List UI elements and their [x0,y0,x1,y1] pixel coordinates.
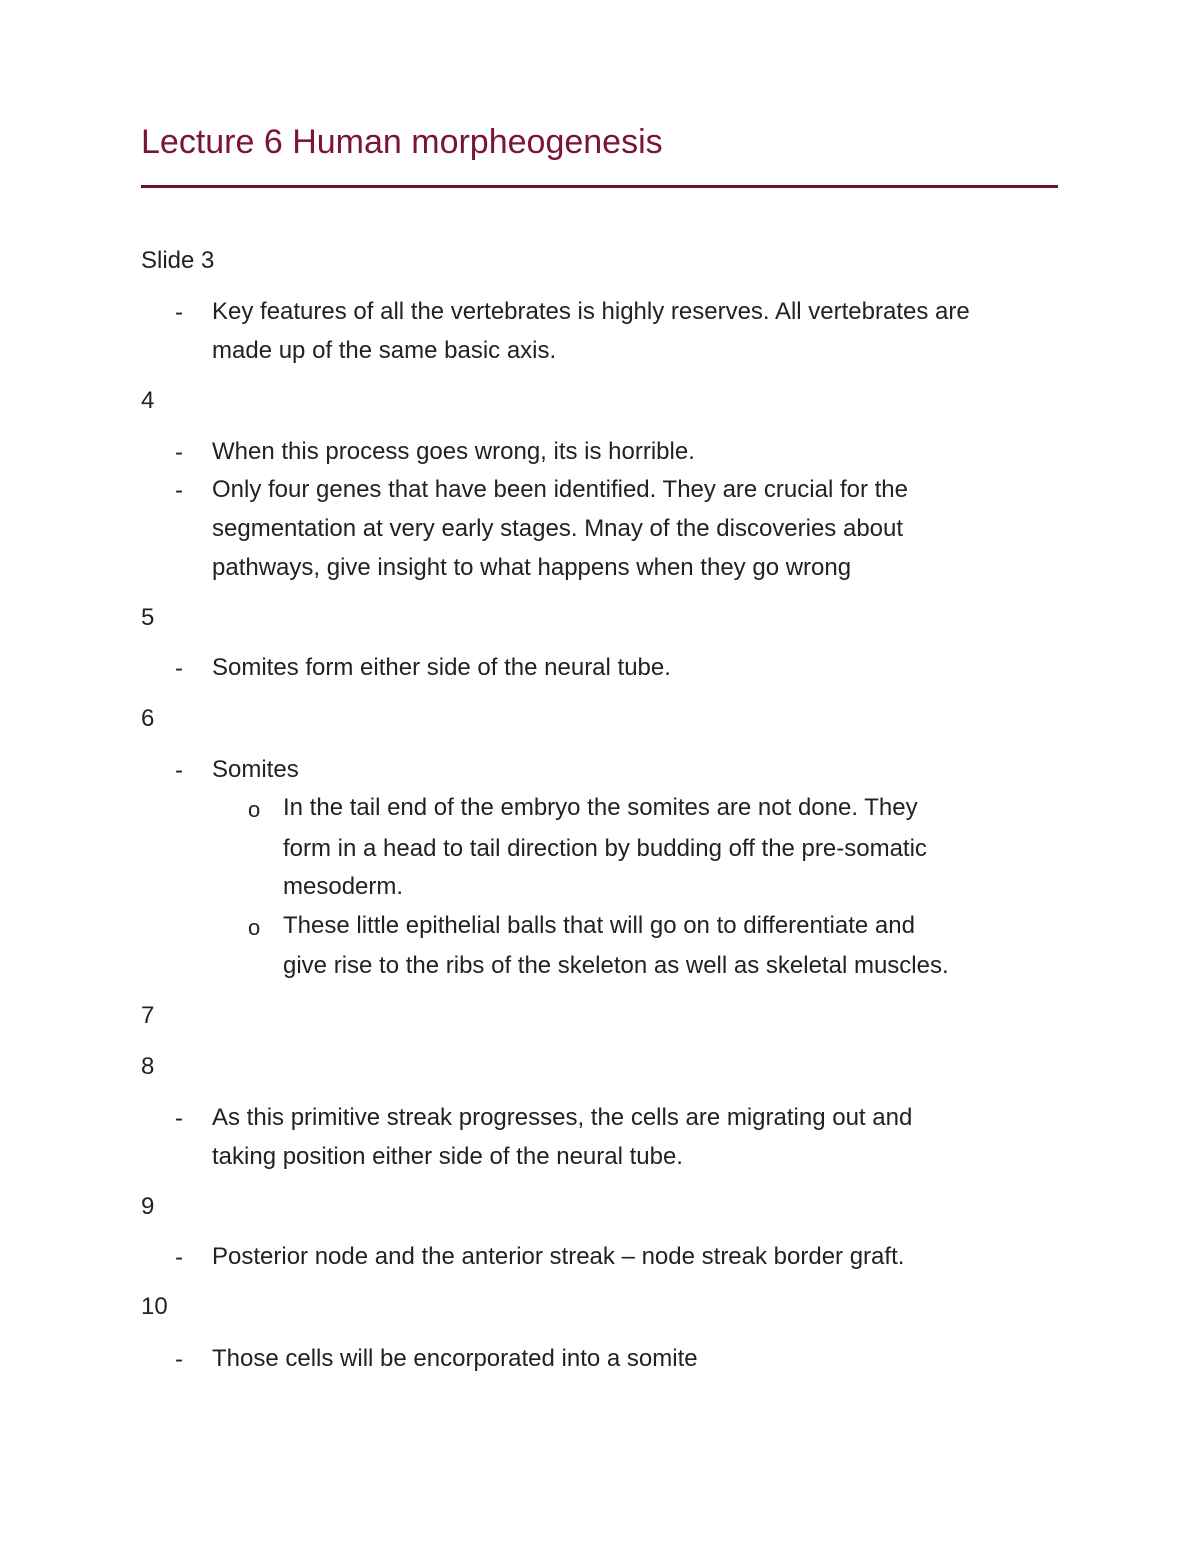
bullet-text: taking position either side of the neural tube. [212,1143,683,1170]
bullet-dash: - [175,1244,183,1271]
bullet-text: Somites form either side of the neural tube. [212,654,671,681]
bullet-text: Key features of all the vertebrates is highly reserves. All vertebrates are [212,298,970,325]
bullet-text: When this process goes wrong, its is horrible. [212,438,695,465]
section-heading-6: 6 [141,705,155,732]
section-heading-8: 8 [141,1053,155,1080]
bullet-text: As this primitive streak progresses, the cells are migrating out and [212,1104,913,1131]
sub-bullet-text: mesoderm. [283,873,404,900]
bullet-dash: - [175,439,183,466]
bullet-text: pathways, give insight to what happens when they go wrong [212,554,852,581]
sub-bullet-circle: o [248,915,261,940]
section-heading-4: 4 [141,387,155,414]
sub-bullet-circle: o [248,797,261,822]
bullet-text: Only four genes that have been identified. They are crucial for the [212,476,908,503]
bullet-dash: - [175,1105,183,1132]
bullet-text: Somites [212,756,299,783]
sub-bullet-text: form in a head to tail direction by budding off the pre-somatic [283,835,927,862]
bullet-text: segmentation at very early stages. Mnay of the discoveries about [212,515,904,542]
section-heading-10: 10 [141,1293,168,1320]
section-heading-slide-3: Slide 3 [141,247,215,274]
bullet-text: Posterior node and the anterior streak – node streak border graft. [212,1243,905,1270]
section-heading-7: 7 [141,1002,155,1029]
bullet-dash: - [175,477,183,504]
bullet-dash: - [175,655,183,682]
bullet-dash: - [175,299,183,326]
sub-bullet-text: These little epithelial balls that will go on to differentiate and [283,912,915,939]
section-heading-9: 9 [141,1193,155,1220]
sub-bullet-text: give rise to the ribs of the skeleton as well as skeletal muscles. [283,952,949,979]
bullet-text: Those cells will be encorporated into a somite [212,1345,698,1372]
bullet-text: made up of the same basic axis. [212,337,557,364]
sub-bullet-text: In the tail end of the embryo the somites are not done. They [283,794,918,821]
title-underline [141,185,1058,188]
section-heading-5: 5 [141,604,155,631]
page-title: Lecture 6 Human morpheogenesis [141,123,663,161]
bullet-dash: - [175,757,183,784]
bullet-dash: - [175,1346,183,1373]
